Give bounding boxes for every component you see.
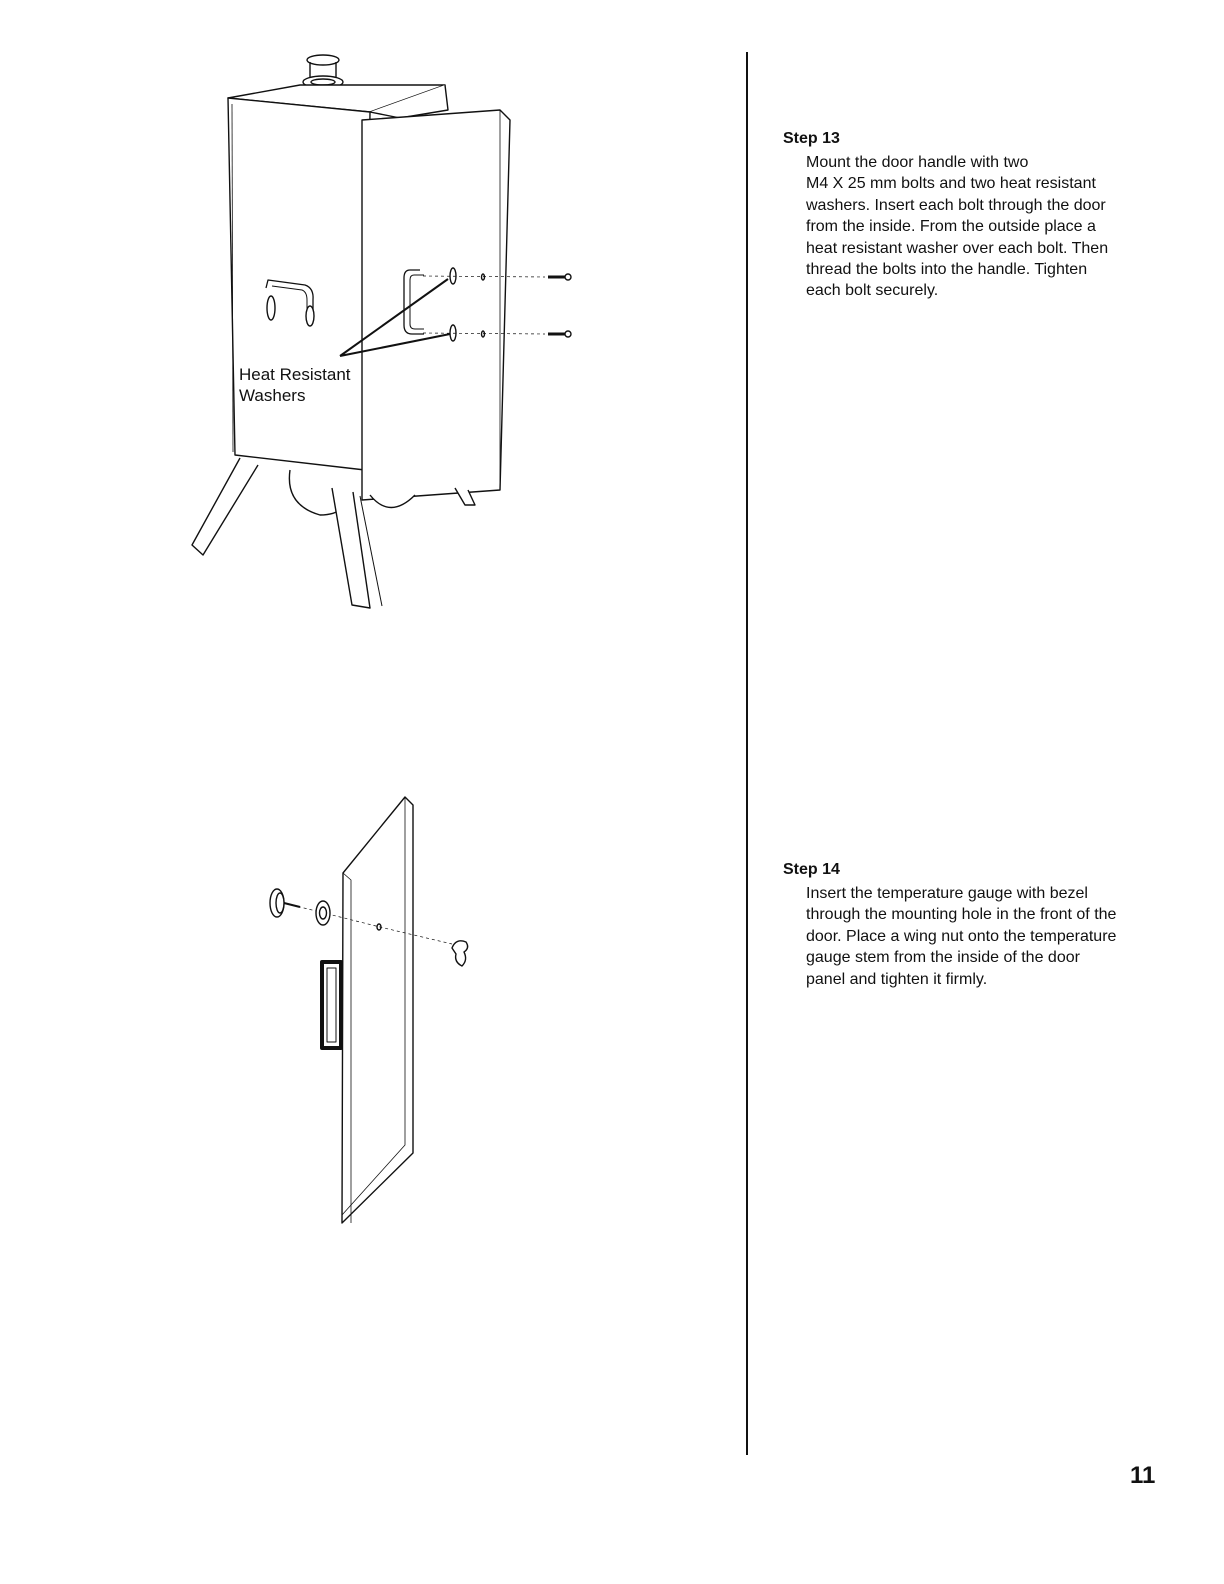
step-14-title: Step 14 [783,861,840,878]
step-13-line: thread the bolts into the handle. Tighten [806,261,1088,279]
step-14-line: gauge stem from the inside of the door [806,949,1080,967]
step-13-title: Step 13 [783,130,840,147]
step-13-line: from the inside. From the outside place a [806,218,1096,236]
step-14-section [783,861,1173,990]
step-13-line: heat resistant washer over each bolt. Then [806,239,1109,257]
step-13-line: washers. Insert each bolt through the door [806,196,1106,214]
column-divider [746,52,748,1455]
callout-label-line1: Heat Resistant [239,365,351,384]
step-13-section [783,130,1173,302]
callout-label-line2: Washers [239,386,306,405]
page-number: 11 [1130,1462,1156,1489]
step-13-text [806,152,1173,302]
step-14-line: panel and tighten it firmly. [806,970,988,988]
step-14-text [806,883,1173,990]
step-14-line: Insert the temperature gauge with bezel [806,885,1088,902]
step-13-line: M4 X 25 mm bolts and two heat resistant [806,175,1096,193]
step-13-line: each bolt securely. [806,282,939,300]
step-14-line: door. Place a wing nut onto the temperature [806,927,1117,945]
step-13-line: Mount the door handle with two [806,154,1029,171]
step-14-line: through the mounting hole in the front of the [806,906,1117,924]
